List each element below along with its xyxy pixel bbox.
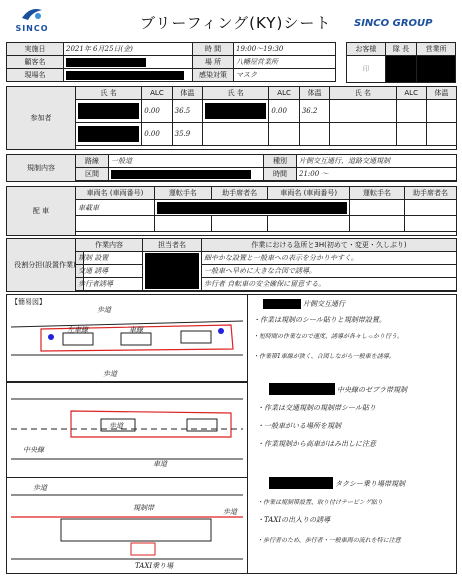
redaction: [66, 58, 146, 67]
note-line: ・作業規制から高車がはみ出しに注意: [257, 440, 376, 448]
header: [0, 0, 462, 44]
logo-mark-icon: [20, 6, 44, 22]
col-key-points: 作業における急所と3H(初めて・変更・久しぶり): [202, 239, 457, 252]
col-name-1: 氏 名: [76, 87, 142, 100]
note-line: ・歩行者のため、歩行者・一般車両の流れを特に注意: [257, 537, 401, 544]
col-alc-1: ALC: [142, 87, 172, 100]
road-label: 路線: [76, 155, 109, 168]
note-line: ・作業は規制のシール貼りと規制帯設置。: [253, 316, 386, 324]
note-line: ・作業は交通規制の規制帯シール貼り: [257, 404, 376, 412]
col-driver-1: 運転手名: [155, 187, 212, 200]
date-value: 2021年 6月25日(金): [64, 43, 193, 56]
note-line: ・短時間の作業なので速度、誘導が各々しっかり行う。: [253, 333, 404, 340]
redaction: [145, 253, 199, 289]
diagram-1: [11, 307, 243, 377]
deploy-label: 配 車: [7, 187, 76, 235]
company-logo: [6, 6, 58, 40]
participant-alc: 0.00: [269, 100, 299, 123]
diagram-label: 左車線: [67, 326, 88, 334]
col-temp-2: 体温: [299, 87, 329, 100]
stamp-label-chief: 隊 長: [385, 43, 417, 56]
participant-name: [76, 123, 142, 146]
col-alc-2: ALC: [269, 87, 299, 100]
participants-table: [75, 86, 457, 146]
participant-temp: 35.9: [172, 123, 202, 146]
stamp-label-client: お客様: [347, 43, 386, 56]
site-label: 現場名: [7, 69, 64, 82]
participant-temp: 36.2: [299, 100, 329, 123]
redaction: [78, 126, 139, 142]
road-value: 一般道: [109, 155, 264, 168]
participant-name: [203, 100, 269, 123]
redaction: [66, 71, 184, 80]
regulation-label: 規制内容: [7, 155, 76, 181]
reg-time-value: 21:00 〜: [297, 168, 457, 181]
place-label: 場 所: [193, 56, 234, 69]
redaction: [111, 170, 251, 179]
role-task: 歩行者誘導: [76, 278, 143, 291]
redaction: [157, 202, 347, 214]
diagram-label: 車線: [129, 326, 143, 334]
diagram-label: TAXI乗り場: [135, 562, 174, 570]
redaction: [263, 299, 301, 309]
roles-table: [75, 238, 457, 291]
logo-text: SINCO: [15, 24, 49, 33]
col-task: 作業内容: [76, 239, 143, 252]
diagram-3: [11, 481, 243, 569]
note-line: ・作業帯1車線が狭く、合図しながら一般車を誘導。: [253, 353, 395, 360]
role-point: 一般車へ早めに大きな合図で誘導。: [202, 265, 457, 278]
stamp-box-chief: [385, 56, 417, 83]
col-assistant-1: 助手席者名: [211, 187, 268, 200]
roles-section: [6, 238, 457, 292]
infection-value: マスク: [234, 69, 336, 82]
sketch-section: [6, 294, 457, 574]
diagram-separator: [7, 477, 247, 478]
redaction: [269, 383, 335, 395]
section-value: [109, 168, 264, 181]
col-alc-3: ALC: [396, 87, 426, 100]
time-value: 19:00〜19:30: [234, 43, 336, 56]
regulation-section: [6, 154, 457, 182]
date-label: 実施日: [7, 43, 64, 56]
deploy-table: [75, 186, 457, 232]
type-value: 片側交互通行、道路交通規制: [297, 155, 457, 168]
diagram-label: 歩道: [97, 306, 111, 314]
place-value: 八幡屋営業所: [234, 56, 336, 69]
type-label: 種別: [264, 155, 297, 168]
roles-label: 役割分担(設置作業): [7, 239, 84, 291]
col-assignee: 担当者名: [143, 239, 202, 252]
stamp-box-office: [417, 56, 456, 83]
diagram-label: 歩道: [223, 508, 237, 516]
client-value: [64, 56, 193, 69]
role-task: 交通 誘導: [76, 265, 143, 278]
role-point: 細やかな設置と一般車への表示を分かりやすく。: [202, 252, 457, 265]
role-point: 歩行者 自転車の安全確保に留意する。: [202, 278, 457, 291]
infection-label: 感染対策: [193, 69, 234, 82]
note-title: タクシー乗り場帯規制: [335, 480, 405, 488]
col-name-3: 氏 名: [330, 87, 396, 100]
col-name-2: 氏 名: [203, 87, 269, 100]
col-temp-1: 体温: [172, 87, 202, 100]
col-assistant-2: 助手席者名: [405, 187, 457, 200]
diagram-label: 歩道: [33, 484, 47, 492]
participant-alc: 0.00: [142, 123, 172, 146]
participant-alc: 0.00: [142, 100, 172, 123]
note-line: ・作業は規制帯設置、取り付けテーピング貼り: [257, 499, 383, 506]
deploy-section: [6, 186, 457, 236]
participants-label: 参加者: [7, 87, 76, 149]
redaction: [78, 103, 139, 119]
diagram-separator: [7, 381, 247, 383]
participant-name: [76, 100, 142, 123]
page-title: ブリーフィング(KY)シート: [140, 14, 332, 32]
redaction: [269, 477, 333, 489]
brand-name: SINCO GROUP: [354, 18, 433, 29]
col-vehicle-2: 車両名 (車両番号): [268, 187, 350, 200]
regulation-table: [75, 154, 457, 181]
note-line: ・TAXIの出入りの誘導: [257, 516, 331, 524]
sketch-label: 【簡易図】: [11, 298, 46, 306]
participant-temp: 36.5: [172, 100, 202, 123]
info-table: [6, 42, 336, 82]
vehicle-value: 車載車: [76, 200, 155, 216]
client-label: 顧客名: [7, 56, 64, 69]
sketch-divider: [247, 295, 248, 573]
note-line: ・一般車がいる場所を規制: [257, 422, 341, 430]
note-title: 片側交互通行: [303, 300, 345, 308]
diagram-label: 車道: [153, 460, 167, 468]
col-driver-2: 運転手名: [350, 187, 405, 200]
diagram-label: 中央線: [23, 446, 44, 454]
participants-section: [6, 86, 457, 150]
diagram-label: 歩道: [103, 370, 117, 378]
diagram-2: [11, 391, 243, 469]
stamp-table: [346, 42, 456, 83]
section-label: 区間: [76, 168, 109, 181]
site-value: [64, 69, 193, 82]
time-label: 時 間: [193, 43, 234, 56]
role-task: 規制 設置: [76, 252, 143, 265]
stamp-box-client: 印: [347, 56, 386, 83]
diagram-label: 歩道: [109, 422, 123, 430]
stamp-label-office: 営業所: [417, 43, 456, 56]
col-vehicle-1: 車両名 (車両番号): [76, 187, 155, 200]
redaction: [205, 103, 266, 119]
reg-time-label: 時間: [264, 168, 297, 181]
note-title: 中央線のゼブラ帯規制: [337, 386, 407, 394]
diagram-label: 規制帯: [133, 504, 154, 512]
col-temp-3: 体温: [426, 87, 456, 100]
